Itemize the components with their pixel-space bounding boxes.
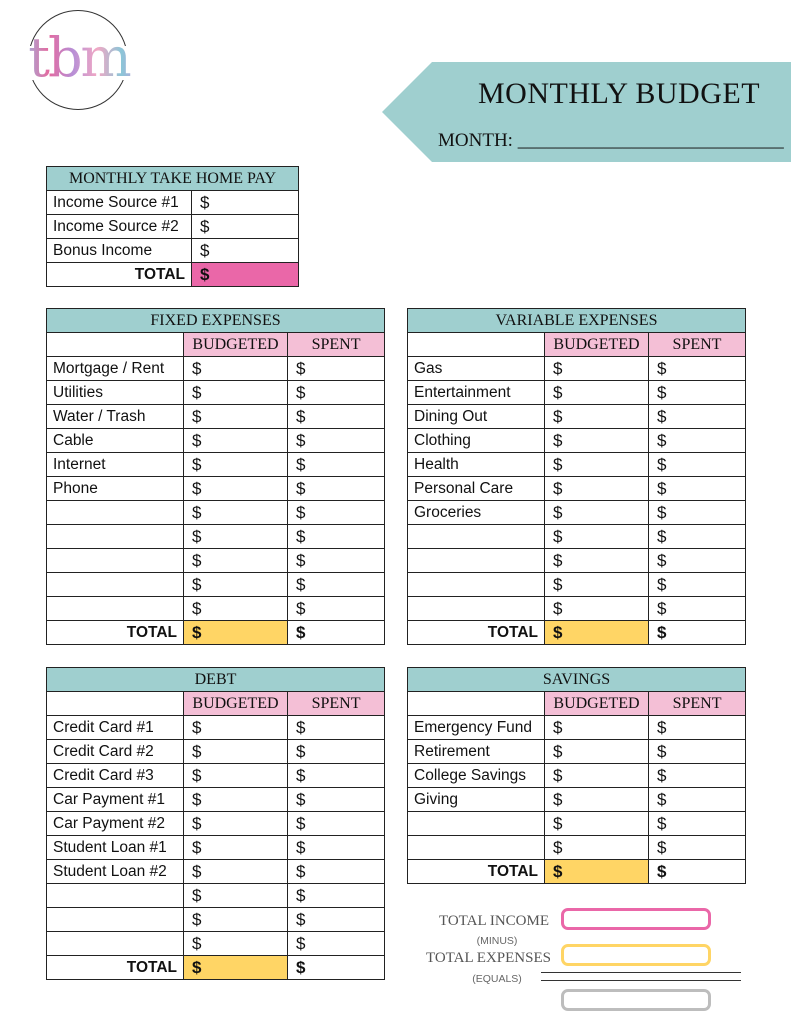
savings-label-blank[interactable] [408, 812, 545, 836]
savings-label-retirement: Retirement [408, 740, 545, 764]
variable-spent-field[interactable]: $ [649, 405, 746, 429]
income-amount-field[interactable]: $ [192, 239, 299, 263]
fixed-label-blank[interactable] [47, 597, 184, 621]
debt-spent-field[interactable]: $ [288, 884, 385, 908]
savings-spent-field[interactable]: $ [649, 716, 746, 740]
fixed-budgeted-field[interactable]: $ [184, 549, 288, 573]
variable-budgeted-field[interactable]: $ [545, 501, 649, 525]
fixed-spent-field[interactable]: $ [288, 453, 385, 477]
fixed-label-utilities: Utilities [47, 381, 184, 405]
fixed-budgeted-field[interactable]: $ [184, 453, 288, 477]
fixed-row [47, 477, 385, 501]
fixed-budgeted-field[interactable]: $ [184, 429, 288, 453]
savings-table [407, 667, 746, 884]
variable-budgeted-field[interactable]: $ [545, 597, 649, 621]
fixed-spent-field[interactable]: $ [288, 597, 385, 621]
debt-spent-header: SPENT [288, 692, 385, 716]
variable-label-personal-care: Personal Care [408, 477, 545, 501]
savings-spent-header: SPENT [649, 692, 746, 716]
variable-spent-field[interactable]: $ [649, 525, 746, 549]
equals-label: (EQUALS) [472, 973, 522, 985]
savings-budgeted-field[interactable]: $ [545, 740, 649, 764]
fixed-row [47, 429, 385, 453]
debt-spent-field[interactable]: $ [288, 740, 385, 764]
savings-total-row [408, 860, 746, 884]
savings-header-blank [408, 692, 545, 716]
variable-spent-field[interactable]: $ [649, 501, 746, 525]
debt-budgeted-field[interactable]: $ [184, 884, 288, 908]
income-total-label: TOTAL [47, 263, 192, 287]
income-row [47, 215, 299, 239]
fixed-expenses-table [46, 308, 385, 645]
variable-budgeted-header: BUDGETED [545, 333, 649, 357]
fixed-label-blank[interactable] [47, 501, 184, 525]
variable-row [408, 381, 746, 405]
fixed-budgeted-field[interactable]: $ [184, 477, 288, 501]
savings-spent-field[interactable]: $ [649, 812, 746, 836]
fixed-row [47, 381, 385, 405]
total-income-box[interactable] [561, 908, 711, 930]
fixed-label-water-trash: Water / Trash [47, 405, 184, 429]
fixed-total-label: TOTAL [47, 621, 184, 645]
income-amount-field[interactable]: $ [192, 191, 299, 215]
debt-total-row [47, 956, 385, 980]
savings-total-label: TOTAL [408, 860, 545, 884]
total-expenses-box[interactable] [561, 944, 711, 966]
debt-label-car-payment-1: Car Payment #1 [47, 788, 184, 812]
fixed-total-budgeted-field[interactable]: $ [184, 621, 288, 645]
income-row [47, 191, 299, 215]
fixed-spent-field[interactable]: $ [288, 405, 385, 429]
savings-label-emergency-fund: Emergency Fund [408, 716, 545, 740]
debt-budgeted-field[interactable]: $ [184, 716, 288, 740]
debt-budgeted-field[interactable]: $ [184, 836, 288, 860]
savings-budgeted-field[interactable]: $ [545, 812, 649, 836]
debt-budgeted-field[interactable]: $ [184, 740, 288, 764]
variable-row [408, 429, 746, 453]
debt-budgeted-field[interactable]: $ [184, 860, 288, 884]
page-title: MONTHLY BUDGET [478, 77, 761, 110]
fixed-header-blank [47, 333, 184, 357]
fixed-total-spent-field[interactable]: $ [288, 621, 385, 645]
debt-row [47, 836, 385, 860]
fixed-spent-field[interactable]: $ [288, 381, 385, 405]
fixed-row [47, 549, 385, 573]
savings-budgeted-field[interactable]: $ [545, 788, 649, 812]
variable-spent-field[interactable]: $ [649, 429, 746, 453]
fixed-budgeted-header: BUDGETED [184, 333, 288, 357]
variable-row [408, 549, 746, 573]
variable-budgeted-field[interactable]: $ [545, 429, 649, 453]
debt-label-credit-card-3: Credit Card #3 [47, 764, 184, 788]
savings-label-giving: Giving [408, 788, 545, 812]
total-expenses-label: TOTAL EXPENSES [425, 950, 551, 966]
month-field[interactable]: MONTH: ____________________________ [438, 130, 784, 151]
variable-total-budgeted-field[interactable]: $ [545, 621, 649, 645]
debt-label-student-loan-1: Student Loan #1 [47, 836, 184, 860]
variable-spent-field[interactable]: $ [649, 573, 746, 597]
savings-title: SAVINGS [408, 668, 746, 692]
savings-spent-field[interactable]: $ [649, 836, 746, 860]
variable-total-label: TOTAL [408, 621, 545, 645]
variable-budgeted-field[interactable]: $ [545, 357, 649, 381]
income-total-row [47, 263, 299, 287]
variable-row [408, 357, 746, 381]
logo-text: tbm [18, 28, 140, 88]
fixed-row [47, 405, 385, 429]
variable-row [408, 453, 746, 477]
savings-row [408, 812, 746, 836]
fixed-spent-field[interactable]: $ [288, 357, 385, 381]
variable-label-clothing: Clothing [408, 429, 545, 453]
variable-row [408, 597, 746, 621]
savings-budgeted-field[interactable]: $ [545, 716, 649, 740]
fixed-label-blank[interactable] [47, 525, 184, 549]
fixed-label-phone: Phone [47, 477, 184, 501]
debt-row [47, 716, 385, 740]
debt-title: DEBT [47, 668, 385, 692]
debt-spent-field[interactable]: $ [288, 836, 385, 860]
savings-column-headers [408, 692, 746, 716]
logo [18, 10, 138, 114]
savings-budgeted-header: BUDGETED [545, 692, 649, 716]
income-row [47, 239, 299, 263]
fixed-label-blank[interactable] [47, 573, 184, 597]
debt-row [47, 812, 385, 836]
savings-row [408, 740, 746, 764]
income-table [46, 166, 299, 287]
fixed-row [47, 501, 385, 525]
variable-row [408, 477, 746, 501]
debt-label-student-loan-2: Student Loan #2 [47, 860, 184, 884]
debt-row [47, 908, 385, 932]
debt-budgeted-field[interactable]: $ [184, 812, 288, 836]
fixed-row [47, 525, 385, 549]
fixed-spent-field[interactable]: $ [288, 429, 385, 453]
variable-expenses-title: VARIABLE EXPENSES [408, 309, 746, 333]
fixed-expenses-title: FIXED EXPENSES [47, 309, 385, 333]
variable-label-blank[interactable] [408, 597, 545, 621]
debt-header-blank [47, 692, 184, 716]
variable-budgeted-field[interactable]: $ [545, 477, 649, 501]
savings-row [408, 716, 746, 740]
fixed-budgeted-field[interactable]: $ [184, 573, 288, 597]
savings-label-blank[interactable] [408, 836, 545, 860]
savings-spent-field[interactable]: $ [649, 788, 746, 812]
savings-row [408, 764, 746, 788]
fixed-spent-field[interactable]: $ [288, 549, 385, 573]
debt-spent-field[interactable]: $ [288, 812, 385, 836]
fixed-row [47, 453, 385, 477]
variable-label-blank[interactable] [408, 549, 545, 573]
fixed-budgeted-field[interactable]: $ [184, 597, 288, 621]
variable-spent-field[interactable]: $ [649, 597, 746, 621]
debt-spent-field[interactable]: $ [288, 860, 385, 884]
debt-budgeted-field[interactable]: $ [184, 788, 288, 812]
fixed-budgeted-field[interactable]: $ [184, 501, 288, 525]
net-balance-box[interactable] [561, 989, 711, 1011]
income-label-bonus-income: Bonus Income [47, 239, 192, 263]
variable-column-headers [408, 333, 746, 357]
variable-label-entertainment: Entertainment [408, 381, 545, 405]
debt-budgeted-header: BUDGETED [184, 692, 288, 716]
debt-row [47, 932, 385, 956]
variable-budgeted-field[interactable]: $ [545, 405, 649, 429]
debt-label-car-payment-2: Car Payment #2 [47, 812, 184, 836]
debt-row [47, 740, 385, 764]
savings-budgeted-field[interactable]: $ [545, 764, 649, 788]
variable-spent-field[interactable]: $ [649, 453, 746, 477]
savings-total-spent-field[interactable]: $ [649, 860, 746, 884]
fixed-budgeted-field[interactable]: $ [184, 405, 288, 429]
debt-budgeted-field[interactable]: $ [184, 908, 288, 932]
variable-label-gas: Gas [408, 357, 545, 381]
variable-label-blank[interactable] [408, 525, 545, 549]
debt-budgeted-field[interactable]: $ [184, 764, 288, 788]
fixed-spent-field[interactable]: $ [288, 501, 385, 525]
variable-row [408, 501, 746, 525]
savings-label-college-savings: College Savings [408, 764, 545, 788]
savings-total-budgeted-field[interactable]: $ [545, 860, 649, 884]
variable-row [408, 573, 746, 597]
debt-row [47, 884, 385, 908]
debt-total-budgeted-field[interactable]: $ [184, 956, 288, 980]
variable-label-health: Health [408, 453, 545, 477]
minus-label: (MINUS) [476, 935, 518, 947]
title-banner [382, 62, 791, 162]
variable-row [408, 525, 746, 549]
variable-label-groceries: Groceries [408, 501, 545, 525]
fixed-budgeted-field[interactable]: $ [184, 381, 288, 405]
variable-budgeted-field[interactable]: $ [545, 573, 649, 597]
fixed-label-internet: Internet [47, 453, 184, 477]
total-income-label: TOTAL INCOME [438, 913, 549, 929]
income-amount-field[interactable]: $ [192, 215, 299, 239]
debt-label-credit-card-2: Credit Card #2 [47, 740, 184, 764]
variable-budgeted-field[interactable]: $ [545, 525, 649, 549]
debt-total-label: TOTAL [47, 956, 184, 980]
variable-budgeted-field[interactable]: $ [545, 453, 649, 477]
variable-expenses-table [407, 308, 746, 645]
debt-total-spent-field[interactable]: $ [288, 956, 385, 980]
variable-spent-header: SPENT [649, 333, 746, 357]
variable-label-blank[interactable] [408, 573, 545, 597]
variable-row [408, 405, 746, 429]
debt-spent-field[interactable]: $ [288, 908, 385, 932]
variable-budgeted-field[interactable]: $ [545, 381, 649, 405]
debt-spent-field[interactable]: $ [288, 764, 385, 788]
debt-row [47, 860, 385, 884]
fixed-label-blank[interactable] [47, 549, 184, 573]
fixed-column-headers [47, 333, 385, 357]
debt-row [47, 788, 385, 812]
income-total-field[interactable]: $ [192, 263, 299, 287]
fixed-total-row [47, 621, 385, 645]
savings-spent-field[interactable]: $ [649, 764, 746, 788]
fixed-row [47, 573, 385, 597]
variable-budgeted-field[interactable]: $ [545, 549, 649, 573]
income-label-income-source-1: Income Source #1 [47, 191, 192, 215]
fixed-label-cable: Cable [47, 429, 184, 453]
debt-table [46, 667, 385, 980]
savings-row [408, 836, 746, 860]
savings-spent-field[interactable]: $ [649, 740, 746, 764]
variable-total-row [408, 621, 746, 645]
fixed-budgeted-field[interactable]: $ [184, 357, 288, 381]
fixed-row [47, 357, 385, 381]
variable-total-spent-field[interactable]: $ [649, 621, 746, 645]
debt-row [47, 764, 385, 788]
debt-column-headers [47, 692, 385, 716]
debt-budgeted-field[interactable]: $ [184, 932, 288, 956]
variable-spent-field[interactable]: $ [649, 357, 746, 381]
fixed-label-mortgage-rent: Mortgage / Rent [47, 357, 184, 381]
debt-label-blank[interactable] [47, 908, 184, 932]
debt-spent-field[interactable]: $ [288, 932, 385, 956]
variable-label-dining-out: Dining Out [408, 405, 545, 429]
debt-spent-field[interactable]: $ [288, 716, 385, 740]
variable-spent-field[interactable]: $ [649, 549, 746, 573]
debt-label-blank[interactable] [47, 884, 184, 908]
fixed-spent-header: SPENT [288, 333, 385, 357]
fixed-spent-field[interactable]: $ [288, 477, 385, 501]
variable-header-blank [408, 333, 545, 357]
debt-label-credit-card-1: Credit Card #1 [47, 716, 184, 740]
fixed-spent-field[interactable]: $ [288, 525, 385, 549]
fixed-spent-field[interactable]: $ [288, 573, 385, 597]
debt-spent-field[interactable]: $ [288, 788, 385, 812]
income-title: MONTHLY TAKE HOME PAY [47, 167, 299, 191]
income-label-income-source-2: Income Source #2 [47, 215, 192, 239]
variable-spent-field[interactable]: $ [649, 381, 746, 405]
debt-label-blank[interactable] [47, 932, 184, 956]
variable-spent-field[interactable]: $ [649, 477, 746, 501]
equals-line-2 [541, 980, 741, 981]
fixed-budgeted-field[interactable]: $ [184, 525, 288, 549]
equals-line-1 [541, 972, 741, 973]
savings-row [408, 788, 746, 812]
fixed-row [47, 597, 385, 621]
savings-budgeted-field[interactable]: $ [545, 836, 649, 860]
